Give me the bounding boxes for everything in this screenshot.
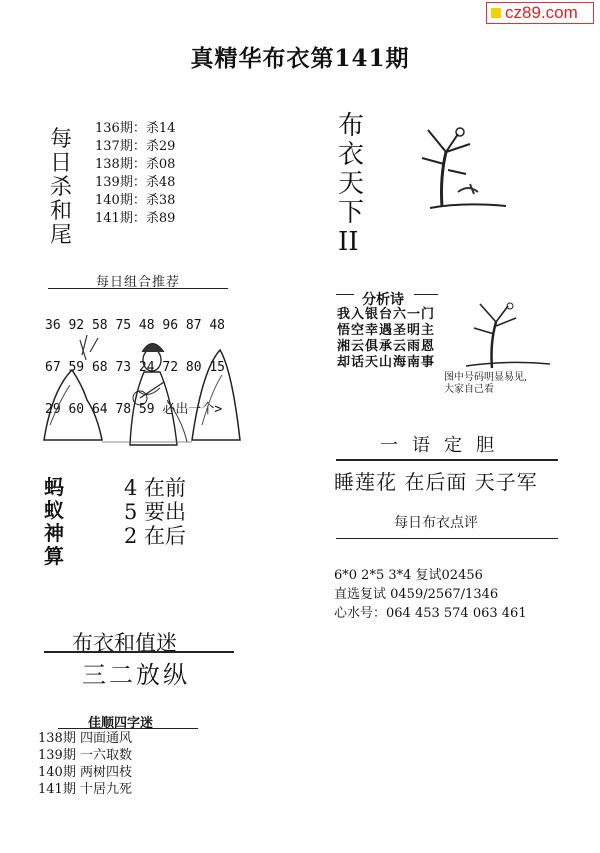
daily-kill-list — [95, 120, 175, 228]
riddle-divider — [44, 651, 234, 653]
daily-kill-row: 141期：杀89 — [95, 211, 176, 226]
daily-kill-label-char: 尾 — [50, 223, 73, 248]
comment-title: 每日布衣点评 — [394, 515, 478, 531]
combo-line: 36 92 58 75 48 96 87 48 — [45, 318, 226, 333]
four-char-row: 139期 一六取数 — [38, 748, 132, 763]
daily-kill-row: 140期：杀38 — [95, 193, 176, 208]
ant-label-char: 蚁 — [44, 498, 64, 522]
buyi-tianxia-char: 天 — [338, 169, 365, 199]
four-char-divider — [58, 728, 198, 729]
caption-line: 图中号码明显易见, — [444, 372, 528, 383]
poem-line: 我入银台六一门 — [337, 307, 436, 322]
four-char-list — [38, 730, 132, 798]
ant-label-char: 算 — [44, 544, 64, 568]
daily-kill-label — [50, 128, 76, 248]
daily-kill-row: 138期：杀08 — [95, 157, 176, 172]
four-char-row: 141期 十居九死 — [38, 782, 132, 797]
combo-divider — [48, 288, 228, 289]
four-char-title: 佳顺四字迷 — [88, 716, 154, 731]
analysis-poem — [337, 307, 435, 371]
yiyu-text: 睡莲花 在后面 天子军 — [334, 470, 538, 494]
riddle-title: 布衣和值迷 — [72, 631, 177, 655]
poem-line: 湘云俱承云雨恩 — [337, 339, 436, 354]
watermark-text: cz89.com — [505, 3, 578, 22]
site-watermark — [486, 2, 594, 24]
buyi-tianxia-char: II — [338, 227, 359, 257]
ant-row: 2 在后 — [124, 524, 187, 548]
analysis-caption — [444, 372, 527, 396]
ant-row: 5 要出 — [124, 500, 187, 524]
ant-label-char: 蚂 — [44, 475, 64, 499]
four-char-row: 138期 四面通风 — [38, 731, 132, 746]
buyi-tianxia-char: 布 — [338, 111, 365, 141]
daily-kill-label-char: 和 — [50, 199, 73, 224]
daily-kill-row: 137期：杀29 — [95, 139, 176, 154]
combo-line: 29 60 64 78 59 必出一个> — [45, 402, 223, 417]
buyi-tianxia-char: 衣 — [338, 140, 365, 170]
combo-title: 每日组合推荐 — [95, 275, 180, 290]
daily-kill-label-char: 每 — [50, 127, 73, 152]
riddle-answer: 三二放纵 — [82, 661, 190, 689]
four-char-row: 140期 两树四枝 — [38, 765, 132, 780]
poem-title-line-left — [336, 294, 354, 295]
combo-line: 67 59 68 73 24 72 80 15 — [45, 360, 226, 375]
poem-line: 却话天山海南事 — [337, 355, 436, 370]
ant-label — [44, 476, 68, 568]
comment-line: 直选复试 0459/2567/1346 — [334, 587, 499, 602]
tree-sketch-top — [408, 122, 508, 210]
tree-sketch-poem — [462, 298, 552, 370]
ant-label-char: 神 — [44, 521, 64, 545]
buyi-tianxia-label — [338, 112, 368, 257]
daily-kill-label-char: 杀 — [50, 175, 73, 200]
yiyu-divider — [336, 459, 558, 461]
daily-kill-row: 139期：杀48 — [95, 175, 176, 190]
comment-line: 6*0 2*5 3*4 复试02456 — [334, 568, 483, 583]
page-title: 真精华布衣第141期 — [190, 45, 410, 72]
ant-list — [124, 476, 186, 548]
analysis-title: 分析诗 — [362, 292, 404, 308]
watermark-square-icon — [491, 8, 501, 18]
poem-title-line-right — [414, 294, 438, 295]
daily-kill-label-char: 日 — [50, 151, 73, 176]
ant-row: 4 在前 — [124, 476, 187, 500]
lady-landscape-illustration — [42, 330, 242, 450]
caption-line: 大家自己看 — [444, 384, 494, 395]
comment-divider — [336, 538, 558, 539]
comment-line: 心水号：064 453 574 063 461 — [334, 606, 527, 621]
daily-kill-row: 136期：杀14 — [95, 121, 176, 136]
comment-numbers — [334, 566, 527, 623]
buyi-tianxia-char: 下 — [338, 198, 365, 228]
poem-line: 悟空幸遇圣明主 — [337, 323, 436, 338]
yiyu-title: 一语定胆 — [380, 435, 508, 456]
